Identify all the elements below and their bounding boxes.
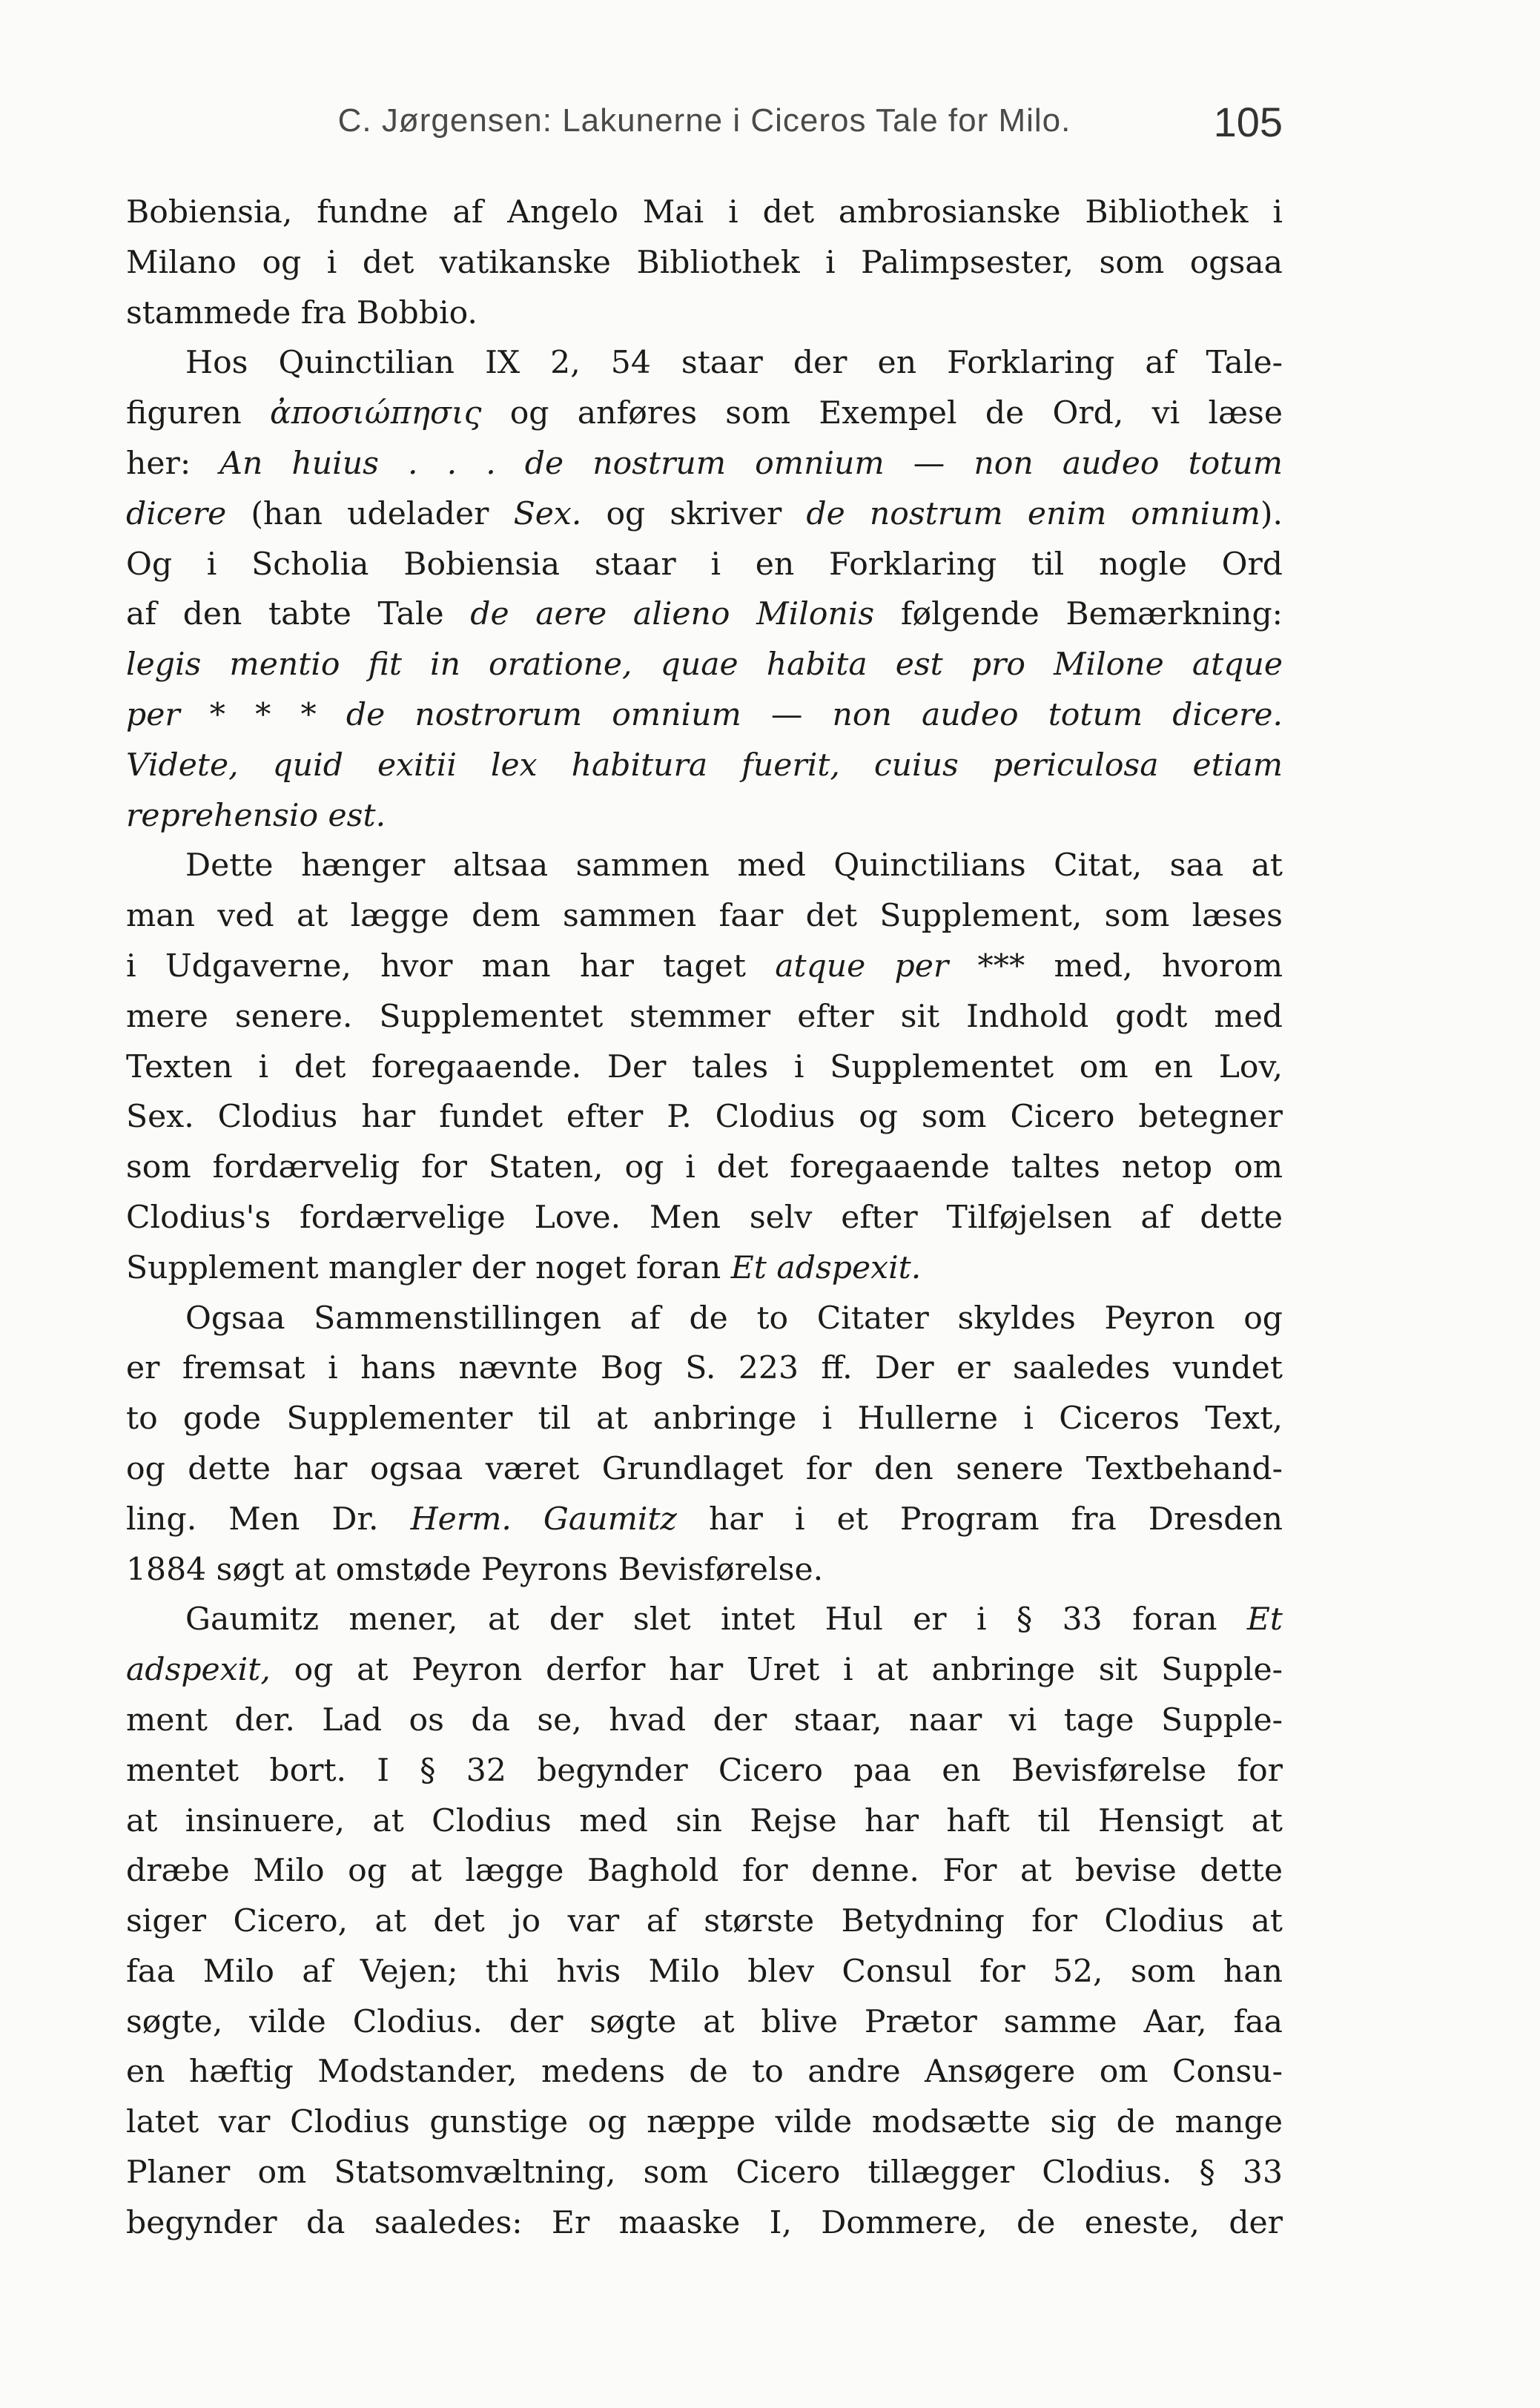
text-line [126, 1394, 1283, 1444]
text-line [126, 1896, 1283, 1947]
text-line [126, 489, 1283, 540]
text-line [126, 1444, 1283, 1495]
text-segment: Dette hænger altsaa sammen med Quinctilians Citat, saa at [185, 847, 1283, 884]
text-segment: stammede fra Bobbio. [126, 294, 477, 331]
italic-text: ἀποσιώπησις [270, 395, 482, 432]
paragraph [126, 1294, 1283, 1595]
text-segment: er fremsat i hans nævnte Bog S. 223 ff. Der er saaledes vundet [126, 1350, 1283, 1387]
text-segment: siger Cicero, at det jo var af største Betydning for Clodius at [126, 1903, 1283, 1940]
text-line [126, 841, 1283, 891]
running-title: C. Jørgensen: Lakunerne i Ciceros Tale for Milo. [337, 102, 1071, 139]
paragraph [126, 188, 1283, 338]
text-segment: ment der. Lad os da se, hvad der staar, naar vi tage Supple- [126, 1701, 1283, 1739]
text-segment: som fordærvelig for Staten, og i det foregaaende taltes netop om [126, 1149, 1283, 1186]
text-line [126, 1243, 1283, 1294]
text-segment: mentet bort. I § 32 begynder Cicero paa en Bevisførelse for [126, 1752, 1283, 1789]
text-segment: man ved at lægge dem sammen faar det Supplement, som læses [126, 898, 1283, 935]
text-line [126, 791, 1283, 841]
text-line [126, 1545, 1283, 1595]
body-text [126, 188, 1283, 2249]
page-number: 105 [1213, 99, 1283, 145]
text-segment: og anføres som Exempel de Ord, vi læse [481, 395, 1283, 432]
italic-text: Et adspexit. [730, 1249, 922, 1286]
text-line [126, 1495, 1283, 1545]
text-segment: (han udelader [226, 495, 514, 532]
italic-text: adspexit, [126, 1652, 271, 1689]
text-segment: har i et Program fra Dresden [676, 1501, 1283, 1538]
text-line [126, 891, 1283, 942]
text-segment: og dette har ogsaa været Grundlaget for den senere Textbehand- [126, 1450, 1283, 1487]
text-line [126, 2097, 1283, 2148]
text-line [126, 2148, 1283, 2198]
text-segment: Sex. Clodius har fundet efter P. Clodius og som Cicero betegner [126, 1099, 1283, 1136]
text-line [126, 1042, 1283, 1093]
text-segment: at insinuere, at Clodius med sin Rejse har haft til Hensigt at [126, 1802, 1283, 1839]
text-line [126, 1645, 1283, 1696]
text-segment: Ogsaa Sammenstillingen af de to Citater skyldes Peyron og [185, 1300, 1283, 1337]
text-line [126, 1343, 1283, 1394]
text-segment: Texten i det foregaaende. Der tales i Supplementet om en Lov, [126, 1048, 1283, 1085]
text-line [126, 1796, 1283, 1847]
text-line [126, 1746, 1283, 1796]
text-line [126, 690, 1283, 741]
text-segment: Gaumitz mener, at der slet intet Hul er i § 33 foran [185, 1601, 1247, 1638]
text-segment: ling. Men Dr. [126, 1501, 411, 1538]
italic-text: legis mentio fit in oratione, quae habita est pro Milone atque [126, 646, 1283, 684]
text-segment: Clodius's fordærvelige Love. Men selv efter Tilføjelsen af dette [126, 1199, 1283, 1236]
italic-text: de aere alieno Milonis [470, 596, 875, 633]
text-line [126, 741, 1283, 791]
text-segment: af den tabte Tale [126, 596, 471, 633]
paragraph [126, 338, 1283, 841]
text-line [126, 942, 1283, 992]
italic-text: Sex. [513, 495, 582, 532]
italic-text: de nostrum enim omnium [806, 495, 1260, 532]
text-line [126, 238, 1283, 288]
italic-text: An huius . . . de nostrum omnium [219, 445, 885, 482]
text-line [126, 589, 1283, 640]
text-segment: og at Peyron derfor har Uret i at anbringe sit Supple- [270, 1652, 1283, 1689]
text-segment: søgte, vilde Clodius. der søgte at blive Prætor samme Aar, faa [126, 2003, 1283, 2040]
text-segment: Planer om Statsomvæltning, som Cicero tillægger Clodius. § 33 [126, 2154, 1283, 2192]
text-segment: i Udgaverne, hvor man har taget [126, 947, 776, 985]
text-line [126, 439, 1283, 489]
italic-text: atque per *** [775, 947, 1025, 985]
italic-text: reprehensio est. [126, 797, 386, 834]
text-segment: Hos Quinctilian IX 2, 54 staar der en Forklaring af Tale- [185, 345, 1283, 382]
italic-text: Videte, quid exitii lex habitura fuerit, cuius periculosa etiam [126, 747, 1283, 784]
text-line [126, 540, 1283, 590]
text-line [126, 2198, 1283, 2249]
text-line [126, 1696, 1283, 1746]
italic-text: non audeo totum [974, 445, 1283, 482]
text-segment: her: [126, 445, 220, 482]
italic-text: non audeo totum dicere. [832, 696, 1283, 733]
text-segment: to gode Supplementer til at anbringe i Hullerne i Ciceros Text, [126, 1400, 1283, 1438]
text-segment: — [884, 445, 974, 482]
text-line [126, 1294, 1283, 1344]
italic-text: Herm. Gaumitz [410, 1501, 677, 1538]
text-segment: begynder da saaledes: Er maaske I, Dommere, de eneste, der [126, 2204, 1283, 2241]
text-segment: ). [1260, 495, 1283, 532]
text-line [126, 288, 1283, 339]
text-segment: 1884 søgt at omstøde Peyrons Bevisførelse. [126, 1551, 824, 1588]
text-line [126, 1142, 1283, 1193]
paragraph [126, 841, 1283, 1293]
italic-text: dicere [126, 495, 227, 532]
text-segment: mere senere. Supplementet stemmer efter sit Indhold godt med [126, 998, 1283, 1035]
text-segment: følgende Bemærkning: [874, 596, 1283, 633]
text-line [126, 1947, 1283, 1997]
italic-text: Et [1246, 1601, 1283, 1638]
text-segment: og skriver [581, 495, 807, 532]
text-segment: Supplement mangler der noget foran [126, 1249, 731, 1286]
text-line [126, 1997, 1283, 2048]
text-line [126, 1846, 1283, 1896]
text-line [126, 388, 1283, 439]
text-segment: med, hvorom [1025, 947, 1283, 985]
text-line [126, 1595, 1283, 1645]
text-segment: en hæftig Modstander, medens de to andre Ansøgere om Consu- [126, 2054, 1283, 2091]
text-segment: — [741, 696, 833, 733]
text-segment: Bobiensia, fundne af Angelo Mai i det ambrosianske Bibliothek i [126, 194, 1283, 231]
text-segment: Milano og i det vatikanske Bibliothek i Palimpsester, som ogsaa [126, 244, 1283, 281]
text-segment: faa Milo af Vejen; thi hvis Milo blev Consul for 52, som han [126, 1953, 1283, 1990]
text-segment: figuren [126, 395, 271, 432]
italic-text: per * * * de nostrorum omnium [126, 696, 741, 733]
running-head [126, 98, 1283, 150]
text-segment: dræbe Milo og at lægge Baghold for denne. For at bevise dette [126, 1853, 1283, 1890]
text-line [126, 1193, 1283, 1243]
text-line [126, 640, 1283, 690]
text-line [126, 2047, 1283, 2097]
text-line [126, 338, 1283, 388]
paragraph [126, 1595, 1283, 2248]
text-segment: latet var Clodius gunstige og næppe vilde modsætte sig de mange [126, 2104, 1283, 2141]
text-line [126, 1092, 1283, 1142]
text-segment: Og i Scholia Bobiensia staar i en Forklaring til nogle Ord [126, 546, 1283, 583]
text-line [126, 188, 1283, 238]
text-line [126, 992, 1283, 1042]
